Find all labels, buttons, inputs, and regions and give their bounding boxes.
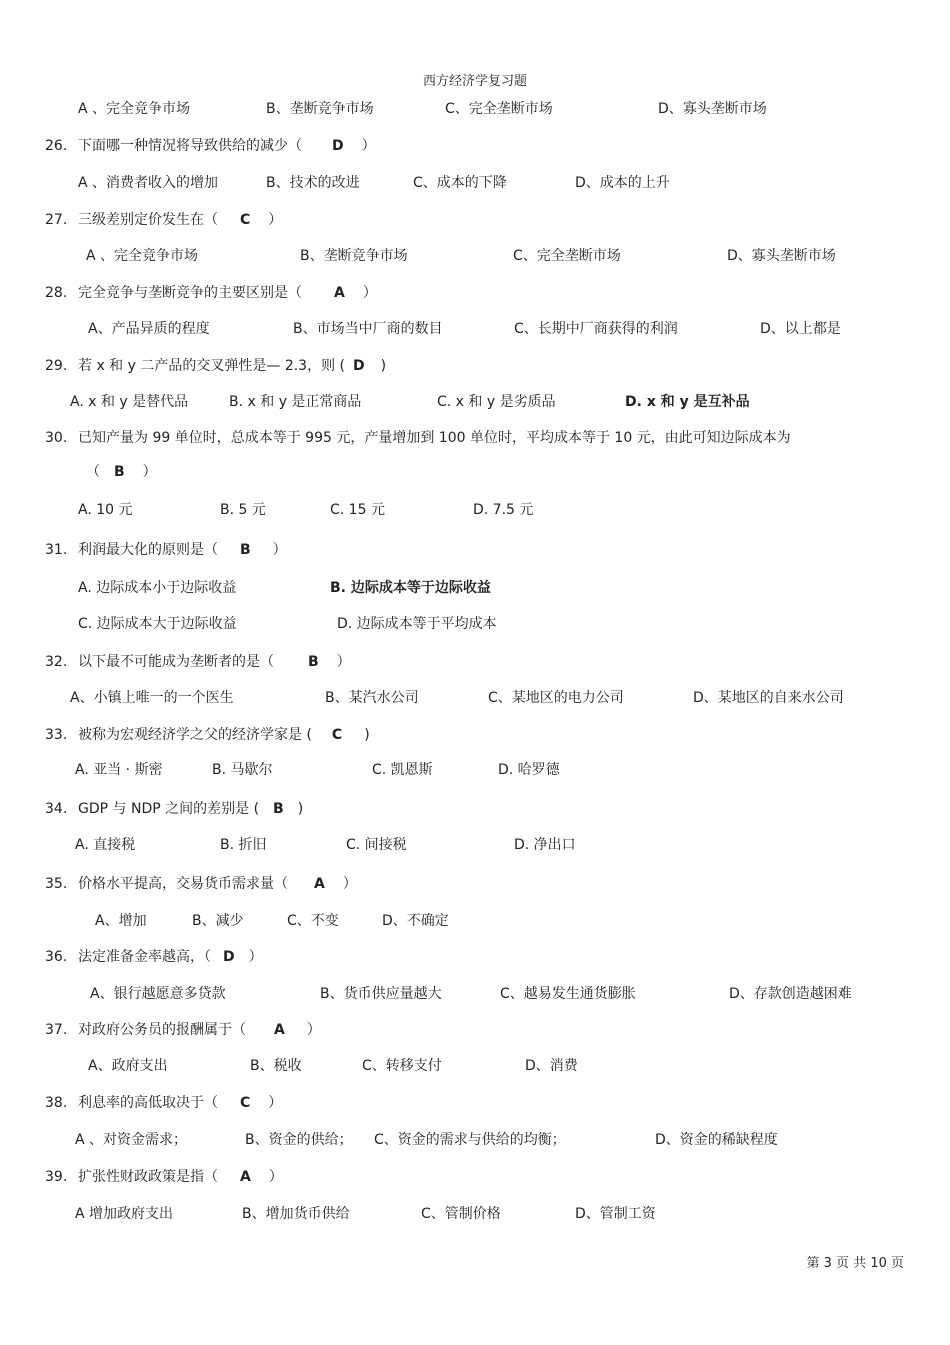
option-a: A. x 和 y 是替代品 (70, 394, 189, 410)
question-row (0, 428, 950, 448)
option-row (0, 99, 950, 119)
option-a: A 增加政府支出 (75, 1206, 174, 1222)
option-row (0, 1130, 950, 1150)
option-d: D. x 和 y 是互补品 (625, 394, 750, 410)
question-number: 31. (45, 542, 68, 558)
option-c: C、成本的下降 (413, 175, 507, 191)
question-row (0, 356, 950, 376)
option-d: D. 7.5 元 (473, 502, 534, 518)
option-c: C、完全垄断市场 (445, 101, 553, 117)
question-number: 29. (45, 358, 68, 374)
answer-letter: B (114, 464, 125, 480)
option-d: D、资金的稀缺程度 (655, 1132, 778, 1148)
option-row (0, 319, 950, 339)
question-paren-close: ） (361, 138, 376, 154)
question-row (0, 652, 950, 672)
page-header-title: 西方经济学复习题 (422, 74, 527, 89)
option-row (0, 835, 950, 855)
option-c: C、某地区的电力公司 (488, 690, 624, 706)
answer-letter: C (331, 727, 343, 743)
option-b: B、减少 (192, 913, 244, 929)
question-paren-close: ） (272, 542, 287, 558)
question-number: 37. (45, 1022, 68, 1038)
option-a: A、增加 (95, 913, 147, 929)
option-c: C、不变 (287, 913, 339, 929)
question-paren-close: ） (268, 212, 283, 228)
question-paren-close: ） (362, 285, 377, 301)
question-26 (45, 136, 376, 156)
question-30-continuation (86, 462, 157, 482)
option-d: D、成本的上升 (575, 175, 670, 191)
question-number: 39. (45, 1169, 68, 1185)
question-row (0, 874, 950, 894)
question-continuation-row (0, 462, 950, 482)
question-row (0, 947, 950, 967)
option-a: A. 边际成本小于边际收益 (78, 580, 237, 596)
question-31 (45, 540, 287, 560)
option-a: A. 亚当 · 斯密 (75, 762, 163, 778)
answer-letter: B (273, 801, 284, 817)
option-c: C. 15 元 (330, 502, 385, 518)
question-35 (45, 874, 357, 894)
question-text: 对政府公务员的报酬属于（ (78, 1022, 246, 1038)
answer-letter: C (240, 1095, 251, 1111)
option-d: D、某地区的自来水公司 (693, 690, 844, 706)
option-d: D. 哈罗德 (498, 762, 560, 778)
option-a: A、小镇上唯一的一个医生 (70, 690, 234, 706)
option-b: B、某汽水公司 (325, 690, 419, 706)
option-row (0, 500, 950, 520)
question-33 (45, 725, 370, 745)
option-d: D、寡头垄断市场 (658, 101, 767, 117)
option-d: D. 边际成本等于平均成本 (337, 616, 497, 632)
option-b: B、增加货币供给 (242, 1206, 350, 1222)
question-row (0, 1167, 950, 1187)
option-row (0, 392, 950, 412)
answer-letter: A (274, 1022, 285, 1038)
question-row (0, 283, 950, 303)
question-paren-close: ） (306, 1022, 321, 1038)
option-a: A、银行越愿意多贷款 (90, 986, 226, 1002)
answer-letter: A (314, 876, 325, 892)
option-row (0, 1056, 950, 1076)
option-b: B、市场当中厂商的数目 (293, 321, 443, 337)
question-38 (45, 1093, 282, 1113)
question-30 (45, 428, 791, 448)
option-d: D、存款创造越困难 (729, 986, 852, 1002)
option-row (0, 911, 950, 931)
question-27 (45, 210, 282, 230)
question-text: 利息率的高低取决于（ (78, 1095, 218, 1111)
option-d: D、寡头垄断市场 (727, 248, 836, 264)
option-c: C、越易发生通货膨胀 (500, 986, 636, 1002)
question-paren-close: ） (268, 1169, 283, 1185)
question-number: 32. (45, 654, 68, 670)
question-row (0, 799, 950, 819)
option-a: A 、完全竞争市场 (78, 101, 191, 117)
question-paren-close: ） (268, 1095, 283, 1111)
option-a: A 、完全竞争市场 (86, 248, 199, 264)
question-row (0, 136, 950, 156)
option-row (0, 688, 950, 708)
question-29 (45, 356, 386, 376)
question-paren-open: （ (86, 464, 100, 480)
option-row (0, 614, 950, 634)
option-c: C. 间接税 (346, 837, 407, 853)
question-paren-close: ) (380, 358, 387, 374)
question-text: 被称为宏观经济学之父的经济学家是 ( (78, 727, 312, 743)
question-number: 27. (45, 212, 68, 228)
answer-letter: B (308, 654, 319, 670)
question-paren-close: ） (342, 876, 357, 892)
question-row (0, 540, 950, 560)
question-paren-close: ） (336, 654, 351, 670)
question-36 (45, 947, 263, 967)
question-text: 已知产量为 99 单位时，总成本等于 995 元，产量增加到 100 单位时，平均成本等于 10 元，由此可知边际成本为 (78, 430, 791, 446)
page-number-footer: 第 3 页 共 10 页 (806, 1256, 904, 1271)
option-row (0, 760, 950, 780)
question-34 (45, 799, 303, 819)
option-c: C、转移支付 (362, 1058, 442, 1074)
question-number: 30. (45, 430, 68, 446)
option-row (0, 578, 950, 598)
question-number: 34. (45, 801, 68, 817)
question-37 (45, 1020, 321, 1040)
question-paren-close: ） (142, 464, 157, 480)
question-text: 三级差别定价发生在（ (78, 212, 218, 228)
answer-letter: C (240, 212, 251, 228)
option-row (0, 246, 950, 266)
question-28 (45, 283, 377, 303)
question-number: 38. (45, 1095, 68, 1111)
question-number: 28. (45, 285, 68, 301)
question-text: 利润最大化的原则是（ (78, 542, 218, 558)
option-c: C、长期中厂商获得的利润 (514, 321, 678, 337)
question-text: GDP 与 NDP 之间的差别是 ( (78, 801, 260, 817)
option-c: C、资金的需求与供给的均衡； (374, 1132, 566, 1148)
option-b: B、税收 (250, 1058, 302, 1074)
option-row (0, 1204, 950, 1224)
option-b: B. 折旧 (220, 837, 267, 853)
question-text: 下面哪一种情况将导致供给的减少（ (78, 138, 302, 154)
option-b: B、垄断竞争市场 (266, 101, 374, 117)
question-number: 26. (45, 138, 68, 154)
option-a: A 、对资金需求； (75, 1132, 188, 1148)
question-paren-close: ） (248, 949, 263, 965)
option-a: A. 直接税 (75, 837, 136, 853)
option-a: A 、消费者收入的增加 (78, 175, 219, 191)
option-row (0, 984, 950, 1004)
question-text: 以下最不可能成为垄断者的是（ (78, 654, 274, 670)
option-b: B. 5 元 (220, 502, 266, 518)
option-c: C、完全垄断市场 (513, 248, 621, 264)
answer-letter: B (240, 542, 251, 558)
option-b: B. x 和 y 是正常商品 (229, 394, 362, 410)
question-paren-close: ) (297, 801, 304, 817)
option-c: C、管制价格 (421, 1206, 501, 1222)
question-row (0, 1093, 950, 1113)
question-paren-close: ) (364, 727, 370, 743)
option-a: A、产品异质的程度 (88, 321, 210, 337)
answer-letter: D (332, 138, 344, 154)
option-d: D、不确定 (382, 913, 449, 929)
answer-letter: D (353, 358, 365, 374)
answer-letter: D (223, 949, 235, 965)
option-c: C. x 和 y 是劣质品 (437, 394, 556, 410)
question-text: 完全竞争与垄断竞争的主要区别是（ (78, 285, 302, 301)
option-b: B、资金的供给； (245, 1132, 353, 1148)
answer-letter: A (334, 285, 345, 301)
option-b: B、货币供应量越大 (320, 986, 442, 1002)
option-a: A、政府支出 (88, 1058, 168, 1074)
question-number: 36. (45, 949, 68, 965)
option-b: B、垄断竞争市场 (300, 248, 408, 264)
question-text: 价格水平提高，交易货币需求量（ (78, 876, 288, 892)
answer-letter: A (240, 1169, 251, 1185)
option-d: D. 净出口 (514, 837, 576, 853)
option-b: B. 边际成本等于边际收益 (330, 580, 491, 596)
question-text: 若 x 和 y 二产品的交叉弹性是— 2.3，则 ( (78, 358, 345, 374)
option-b: B、技术的改进 (266, 175, 360, 191)
question-row (0, 210, 950, 230)
option-d: D、以上都是 (760, 321, 841, 337)
option-b: B. 马歇尔 (212, 762, 273, 778)
question-32 (45, 652, 351, 672)
option-d: D、管制工资 (575, 1206, 656, 1222)
question-number: 35. (45, 876, 68, 892)
question-row (0, 725, 950, 745)
question-39 (45, 1167, 283, 1187)
option-row (0, 173, 950, 193)
question-number: 33. (45, 727, 68, 743)
question-row (0, 1020, 950, 1040)
option-a: A. 10 元 (78, 502, 133, 518)
option-c: C. 边际成本大于边际收益 (78, 616, 237, 632)
option-c: C. 凯恩斯 (372, 762, 433, 778)
option-d: D、消费 (525, 1058, 578, 1074)
question-text: 法定准备金率越高，（ (78, 949, 211, 965)
question-text: 扩张性财政政策是指（ (78, 1169, 218, 1185)
